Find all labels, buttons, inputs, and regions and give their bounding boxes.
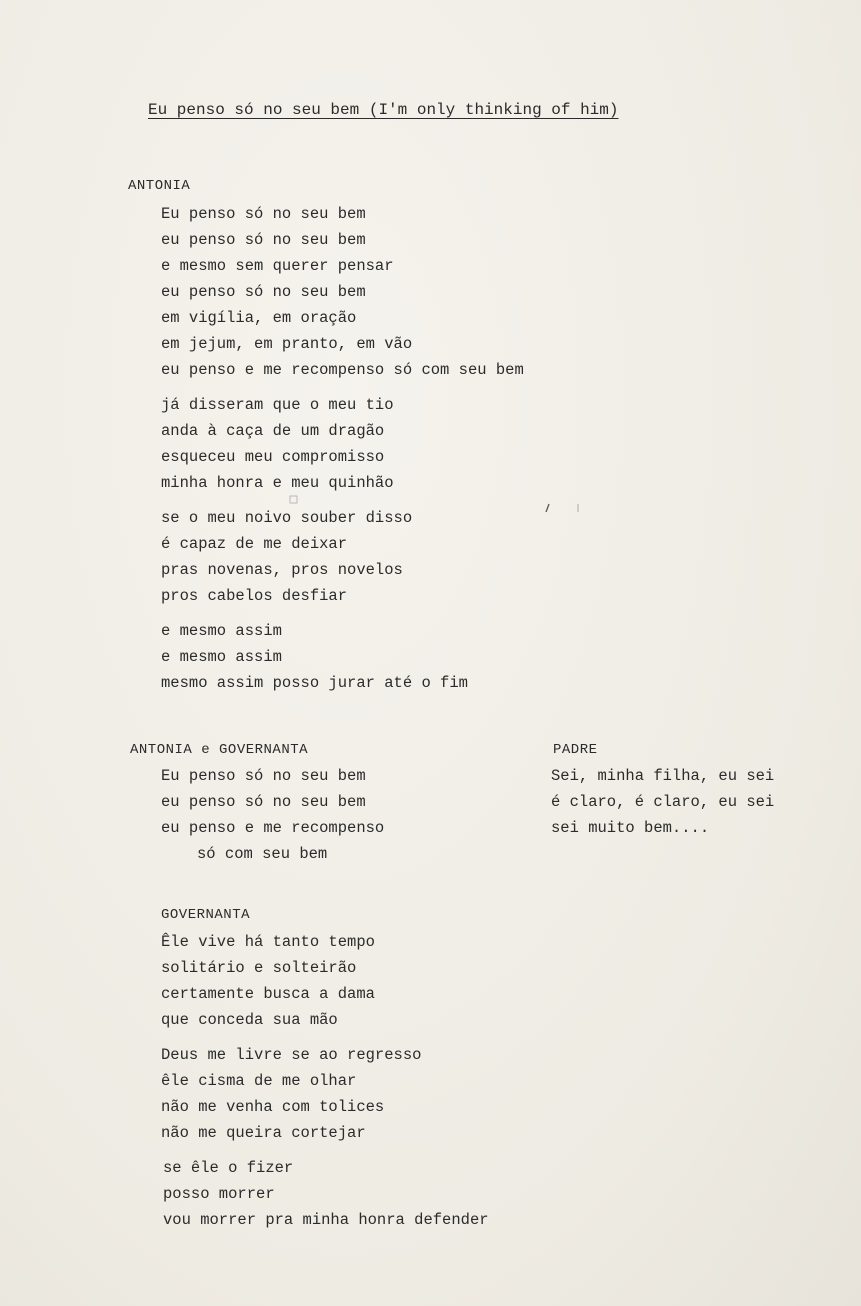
lyric-line: Eu penso só no seu bem	[161, 205, 366, 223]
lyric-line: minha honra e meu quinhão	[161, 474, 394, 492]
governanta-stanza-3	[163, 1155, 489, 1233]
speaker-antonia: ANTONIA	[128, 178, 191, 194]
antonia-stanza-4	[161, 618, 468, 696]
lyric-line: eu penso só no seu bem	[161, 793, 366, 811]
stray-mark-icon	[288, 494, 300, 506]
lyric-line: pras novenas, pros novelos	[161, 561, 403, 579]
governanta-stanza-1	[161, 929, 375, 1033]
lyric-line: é capaz de me deixar	[161, 535, 348, 553]
lyric-line: em vigília, em oração	[161, 309, 357, 327]
speaker-padre: PADRE	[553, 742, 598, 758]
lyric-line: Sei, minha filha, eu sei	[551, 767, 775, 785]
lyric-line: só com seu bem	[197, 845, 328, 863]
lyric-line: é claro, é claro, eu sei	[551, 793, 775, 811]
lyric-line: certamente busca a dama	[161, 985, 375, 1003]
antonia-stanza-1	[161, 201, 524, 383]
padre-stanza	[551, 763, 774, 841]
antonia-stanza-3	[161, 505, 412, 609]
lyric-line: eu penso só no seu bem	[161, 231, 366, 249]
lyric-line: se êle o fizer	[163, 1159, 294, 1177]
lyric-line: e mesmo sem querer pensar	[161, 257, 394, 275]
lyric-line: que conceda sua mão	[161, 1011, 338, 1029]
duet-stanza	[161, 763, 384, 867]
lyric-line: já disseram que o meu tio	[161, 396, 394, 414]
lyric-line: em jejum, em pranto, em vão	[161, 335, 413, 353]
stray-marks-icon	[540, 500, 590, 516]
lyric-line: posso morrer	[163, 1185, 275, 1203]
governanta-stanza-2	[161, 1042, 421, 1146]
lyric-line: e mesmo assim	[161, 648, 282, 666]
speaker-antonia-governanta: ANTONIA e GOVERNANTA	[130, 742, 309, 758]
lyric-line: eu penso só no seu bem	[161, 283, 366, 301]
lyric-line: não me venha com tolices	[161, 1098, 385, 1116]
lyric-line: eu penso e me recompenso	[161, 819, 385, 837]
lyric-line: esqueceu meu compromisso	[161, 448, 385, 466]
lyric-line: êle cisma de me olhar	[161, 1072, 357, 1090]
lyric-line: Deus me livre se ao regresso	[161, 1046, 422, 1064]
lyric-line: e mesmo assim	[161, 622, 282, 640]
lyric-line: eu penso e me recompenso só com seu bem	[161, 361, 524, 379]
speaker-governanta: GOVERNANTA	[161, 907, 251, 923]
lyric-line: solitário e solteirão	[161, 959, 357, 977]
song-title: Eu penso só no seu bem (I'm only thinking of him)	[148, 101, 619, 119]
lyric-line: se o meu noivo souber disso	[161, 509, 413, 527]
lyric-line: sei muito bem....	[551, 819, 710, 837]
lyric-line: Eu penso só no seu bem	[161, 767, 366, 785]
lyric-line: pros cabelos desfiar	[161, 587, 348, 605]
lyric-line: não me queira cortejar	[161, 1124, 366, 1142]
antonia-stanza-2	[161, 392, 394, 496]
lyric-line: mesmo assim posso jurar até o fim	[161, 674, 468, 692]
lyric-line: Êle vive há tanto tempo	[161, 933, 375, 951]
lyric-line: anda à caça de um dragão	[161, 422, 385, 440]
lyric-line: vou morrer pra minha honra defender	[163, 1211, 489, 1229]
